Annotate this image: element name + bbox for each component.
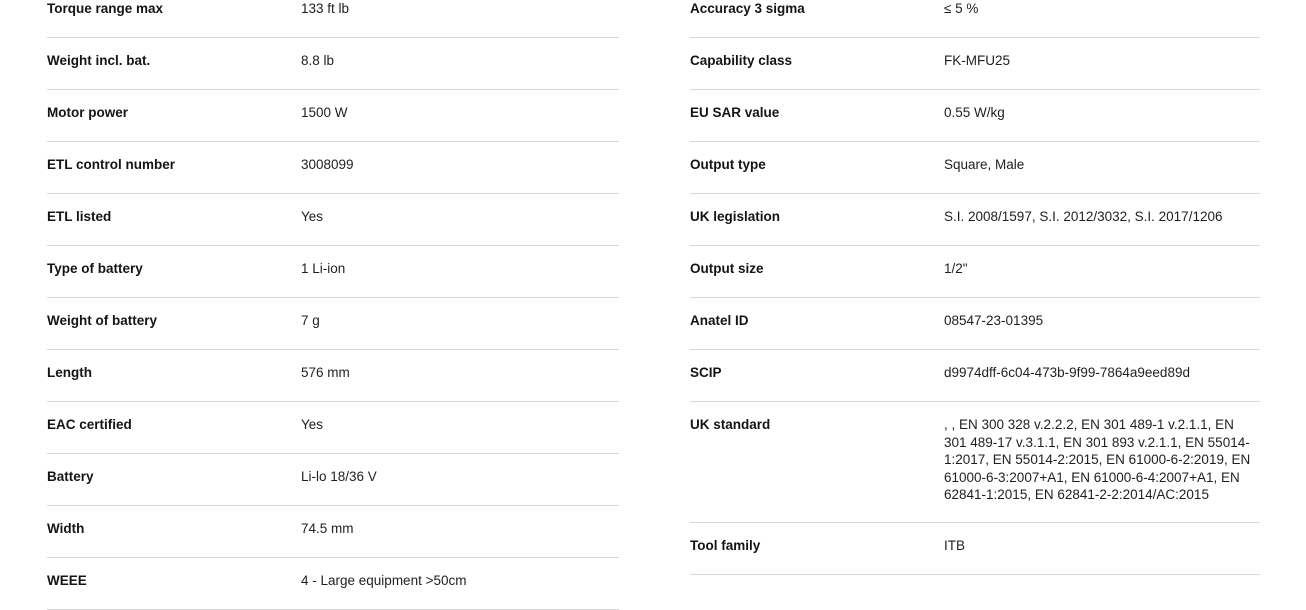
spec-row	[47, 298, 619, 350]
spec-value: Li-lo 18/36 V	[301, 469, 377, 484]
spec-row	[690, 402, 1260, 523]
spec-label: Torque range max	[47, 1, 164, 16]
spec-value: Yes	[301, 417, 324, 432]
spec-label: Output type	[690, 157, 766, 172]
spec-row	[690, 298, 1260, 350]
spec-value: 1 Li-ion	[301, 261, 346, 276]
spec-label: UK standard	[690, 417, 771, 432]
spec-value: 3008099	[301, 157, 354, 172]
spec-label: Tool family	[690, 537, 761, 553]
spec-label: Weight incl. bat.	[47, 53, 151, 68]
spec-label: Accuracy 3 sigma	[690, 1, 805, 16]
spec-row	[47, 38, 619, 90]
spec-row	[690, 194, 1260, 246]
spec-row	[47, 402, 619, 454]
spec-row	[47, 454, 619, 506]
spec-row	[690, 90, 1260, 142]
spec-row	[47, 246, 619, 298]
spec-value: , , EN 300 328 v.2.2.2, EN 301 489-1 v.2.1.1, EN 301 489-17 v.3.1.1, EN 301 893 v.2.1.1, EN 55014-1:2017, EN 55014-2:2015, EN 61000-6-2:2019, EN 61000-6-3:2007+A1, EN 61000-6-4:2007+A1, EN 62841-1:2015, EN 62841-2-2:2014/AC:2015	[944, 417, 1251, 502]
spec-value: 576 mm	[301, 365, 350, 380]
spec-label: Anatel ID	[690, 313, 749, 328]
spec-value: 74.5 mm	[301, 521, 354, 536]
spec-value: 0.55 W/kg	[944, 105, 1005, 120]
spec-row	[690, 523, 1260, 575]
spec-value: 08547-23-01395	[944, 313, 1044, 328]
spec-value: ≤ 5 %	[944, 1, 979, 16]
spec-value: Yes	[301, 209, 324, 224]
spec-label: Output size	[690, 261, 764, 276]
spec-row	[47, 194, 619, 246]
spec-value: 133 ft lb	[301, 1, 350, 16]
spec-label: UK legislation	[690, 209, 781, 224]
spec-row	[47, 142, 619, 194]
spec-row	[690, 142, 1260, 194]
spec-value: ITB	[944, 537, 966, 553]
spec-label: Capability class	[690, 53, 793, 68]
spec-row	[690, 246, 1260, 298]
spec-row	[47, 350, 619, 402]
spec-label: Length	[47, 365, 92, 380]
spec-value: 8.8 lb	[301, 53, 335, 68]
spec-label: ETL control number	[47, 157, 176, 172]
spec-label: EAC certified	[47, 417, 132, 432]
spec-value: Square, Male	[944, 157, 1025, 172]
spec-label: WEEE	[47, 573, 87, 588]
spec-row	[47, 0, 619, 38]
spec-label: Battery	[47, 469, 94, 484]
spec-row	[47, 506, 619, 558]
spec-row	[47, 558, 619, 610]
spec-value: 4 - Large equipment >50cm	[301, 573, 467, 588]
spec-value: S.I. 2008/1597, S.I. 2012/3032, S.I. 2017/1206	[944, 209, 1223, 224]
specs-column-right	[640, 0, 1293, 610]
spec-value: 7 g	[301, 313, 320, 328]
spec-value: 1500 W	[301, 105, 348, 120]
spec-row	[690, 38, 1260, 90]
spec-value: d9974dff-6c04-473b-9f99-7864a9eed89d	[944, 365, 1190, 380]
spec-row	[690, 0, 1260, 38]
spec-value: 1/2"	[944, 261, 968, 276]
spec-row	[47, 90, 619, 142]
spec-label: EU SAR value	[690, 105, 780, 120]
spec-label: Weight of battery	[47, 313, 158, 328]
spec-label: Width	[47, 521, 85, 536]
spec-label: Type of battery	[47, 261, 143, 276]
spec-value: FK-MFU25	[944, 53, 1011, 68]
spec-label: Motor power	[47, 105, 128, 120]
spec-label: SCIP	[690, 365, 722, 380]
spec-row	[690, 350, 1260, 402]
spec-label: ETL listed	[47, 209, 112, 224]
